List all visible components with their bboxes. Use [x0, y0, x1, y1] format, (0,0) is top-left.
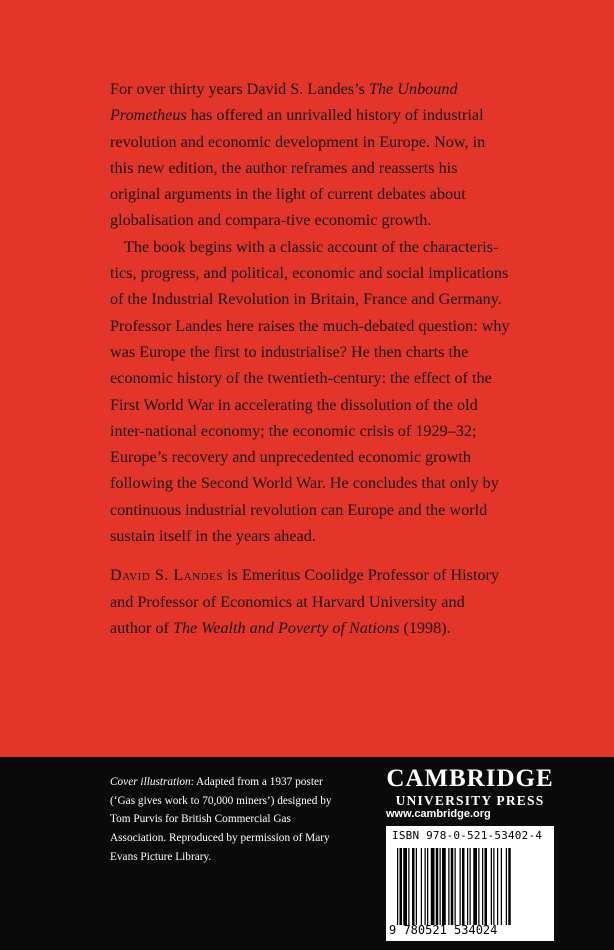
barcode-bar	[408, 848, 409, 925]
publisher-name: CAMBRIDGE	[386, 765, 554, 792]
barcode-bar	[448, 848, 449, 925]
barcode-bar	[485, 848, 488, 925]
barcode-bar	[508, 848, 511, 925]
barcode-bar	[501, 848, 502, 925]
barcode-bar	[470, 848, 471, 925]
barcode-bar	[491, 848, 492, 925]
barcode-bar	[478, 848, 479, 925]
blurb-paragraph-2: The book begins with a classic account of the characteris-tics, progress, and political, economic and social implications of the Industrial Revolution in Britain, France and Germany. Professor Landes here raises the much-debated question: why was Europe the first to industrialise? He then charts the economic history of the twentieth-century: the effect of the First World War in accelerating the dissolution of the old inter-national economy; the economic crisis of 1929–32; Europe’s recovery and unprecedented economic growth following the Second World War. He concludes that only by continuous industrial revolution can Europe and the world sustain itself in the years ahead.	[110, 237, 510, 546]
blurb-paragraph-1: For over thirty years David S. Landes’s The Unbound Prometheus has offered an unrivalled history of industrial revolution and economic development in Europe. Now, in this new edition, the author reframes and reasserts his original arguments in the light of current debates about globalisation and compara-tive economic growth.	[110, 80, 486, 230]
barcode-bar	[473, 848, 477, 925]
publisher-website[interactable]: www.cambridge.org	[386, 808, 491, 820]
cover-credit	[110, 773, 335, 867]
credit-label: Cover illustration	[110, 776, 191, 788]
barcode-bar	[451, 848, 454, 925]
barcode-bar	[506, 848, 507, 925]
barcode-bar	[412, 848, 415, 925]
barcode-bar	[467, 848, 468, 925]
barcode-bar	[431, 848, 435, 925]
book-title: The Unbound Prometheus	[110, 80, 458, 125]
other-book-title: The Wealth and Poverty of Nations	[172, 618, 400, 637]
barcode-bar	[436, 848, 439, 925]
blurb-text	[110, 76, 510, 641]
barcode-bar	[400, 848, 403, 925]
barcode-bar	[442, 848, 446, 925]
barcode-bar	[493, 848, 494, 925]
barcode-bar	[455, 848, 456, 925]
author-name: David S. Landes	[110, 566, 223, 585]
publisher-subname: UNIVERSITY PRESS	[395, 793, 545, 808]
barcode-bar	[427, 848, 428, 925]
barcode-bar	[403, 848, 407, 925]
barcode	[386, 826, 554, 941]
barcode-bar	[482, 848, 483, 925]
isbn-label: ISBN 978-0-521-53402-4	[392, 829, 543, 842]
barcode-bar	[460, 848, 461, 925]
barcode-bar	[421, 848, 422, 925]
publisher-logo	[385, 765, 555, 809]
barcode-bar	[440, 848, 441, 925]
barcode-bar	[397, 848, 398, 925]
credit-text: : Adapted from a 1937 poster (‘Gas gives work to 70,000 miners’) designed by Tom Purvis for British Commercial Gas Association. Reproduced by permission of Mary Evans Picture Library.	[110, 776, 332, 863]
barcode-digits: 9 780521 534024	[389, 923, 498, 937]
author-bio: David S. Landes is Emeritus Coolidge Professor of History and Professor of Economics at Harvard University and author of The Wealth and Poverty of Nations (1998).	[110, 566, 500, 637]
barcode-bars	[397, 848, 547, 925]
barcode-bar	[416, 848, 417, 925]
barcode-bar	[462, 848, 465, 925]
barcode-bar	[425, 848, 426, 925]
barcode-bar	[497, 848, 498, 925]
